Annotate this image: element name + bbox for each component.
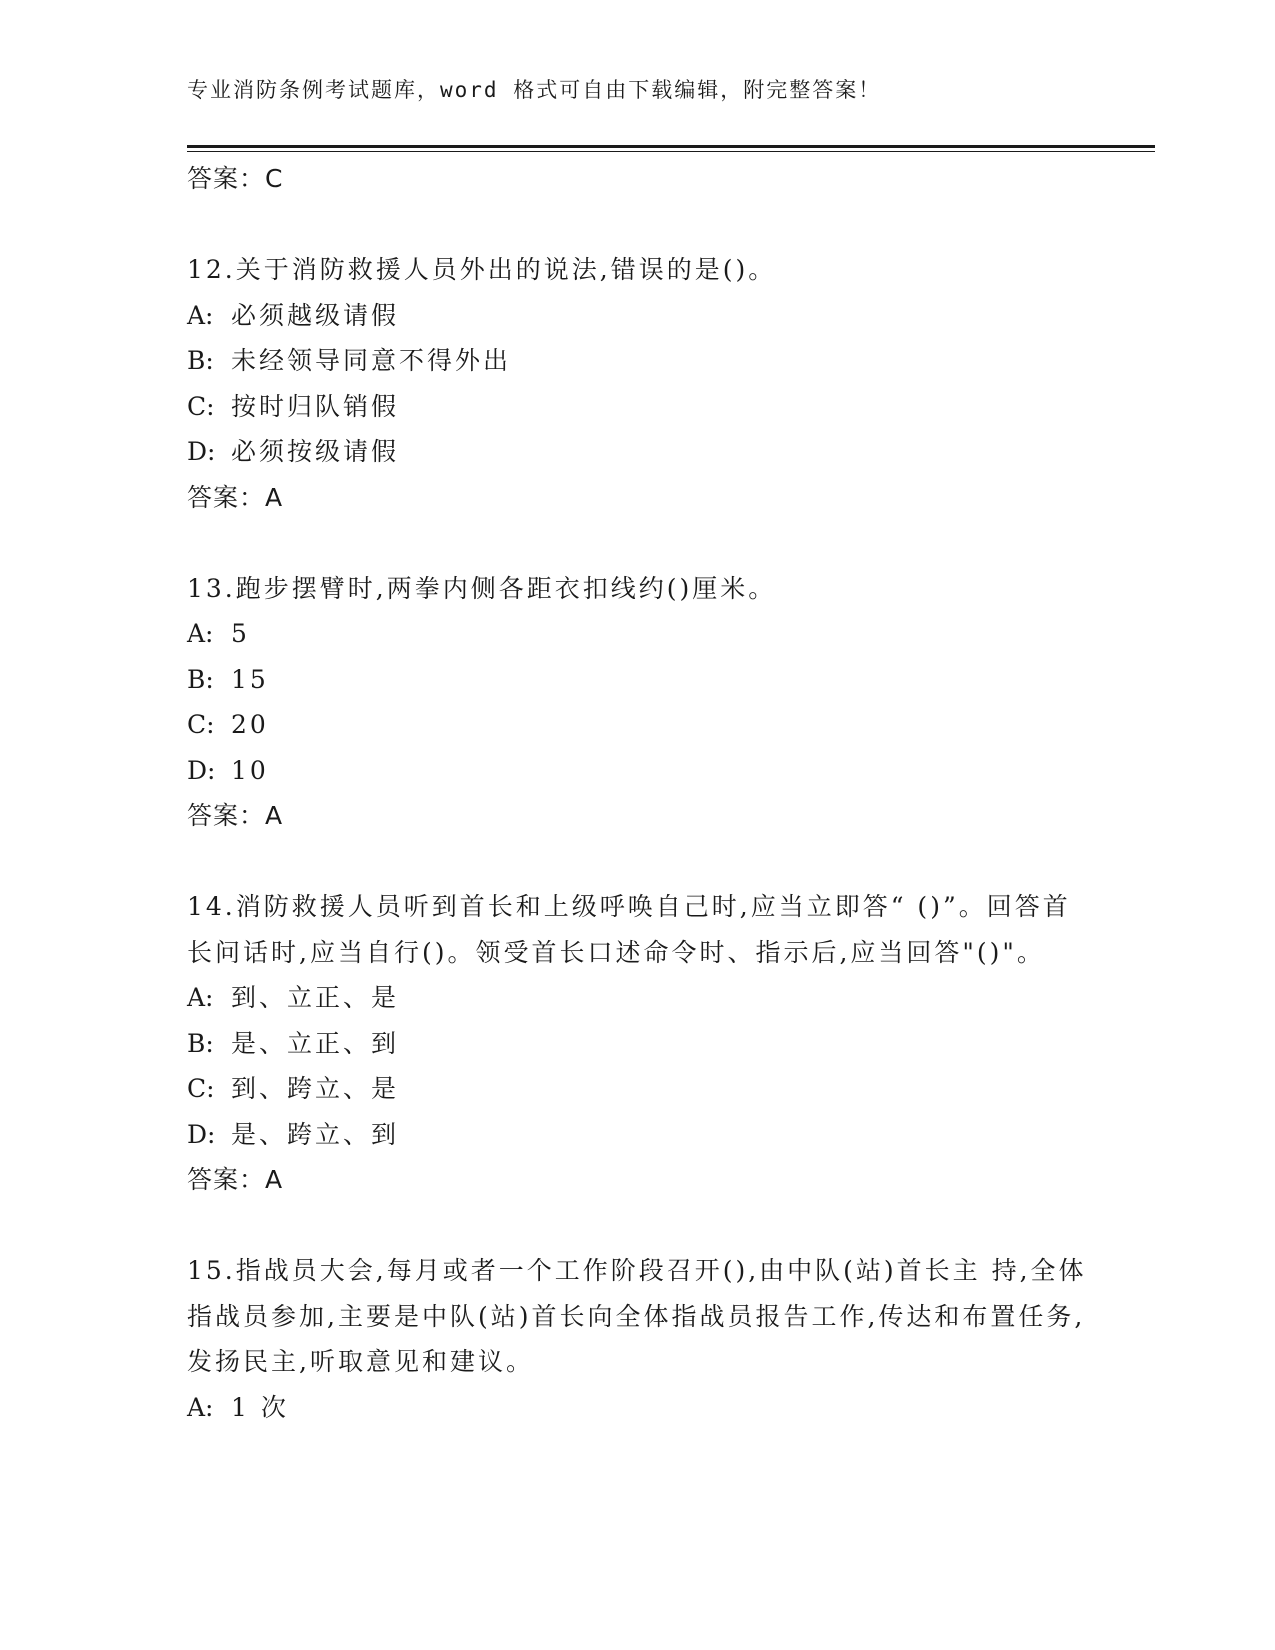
option-text: 必须按级请假	[231, 437, 400, 466]
option-b	[187, 1021, 1087, 1067]
option-text: 到、立正、是	[231, 983, 400, 1012]
option-text: 到、跨立、是	[231, 1074, 400, 1103]
option-b	[187, 338, 1087, 384]
answer-line: 答案：A	[187, 1165, 284, 1194]
question-13	[187, 566, 1087, 839]
answer-line: 答案：A	[187, 801, 284, 830]
option-text: 20	[231, 710, 269, 739]
option-key: C:	[187, 391, 215, 421]
header-rule-thin	[187, 151, 1155, 152]
previous-answer: 答案：C	[187, 164, 284, 193]
option-a	[187, 1385, 1087, 1431]
option-key: D:	[187, 1119, 216, 1149]
option-key: A:	[187, 1392, 214, 1422]
question-stem: 15.指战员大会,每月或者一个工作阶段召开(),由中队(站)首长主 持,全体指战员参加,主要是中队(站)首长向全体指战员报告工作,传达和布置任务,发扬民主,听取意见和建议。	[187, 1256, 1087, 1376]
option-b	[187, 657, 1087, 703]
option-text: 是、跨立、到	[231, 1119, 400, 1149]
option-key: B:	[187, 1028, 214, 1058]
option-key: A:	[187, 300, 214, 330]
option-d	[187, 748, 1087, 794]
option-text: 是、立正、到	[231, 1028, 400, 1058]
option-c	[187, 1066, 1087, 1112]
option-text: 按时归队销假	[231, 391, 400, 421]
page-header: 专业消防条例考试题库，word 格式可自由下载编辑，附完整答案！	[187, 78, 882, 102]
option-text: 1 次	[231, 1392, 289, 1422]
question-stem: 12.关于消防救援人员外出的说法,错误的是()。	[187, 255, 777, 284]
option-key: B:	[187, 664, 214, 694]
option-text: 5	[231, 619, 250, 648]
question-stem: 13.跑步摆臂时,两拳内侧各距衣扣线约()厘米。	[187, 573, 777, 603]
option-text: 未经领导同意不得外出	[231, 346, 512, 375]
question-15	[187, 1248, 1087, 1430]
exam-content	[187, 156, 1087, 1430]
option-text: 10	[231, 755, 269, 785]
option-key: D:	[187, 755, 216, 785]
option-d	[187, 429, 1087, 475]
option-text: 必须越级请假	[231, 300, 400, 330]
option-key: D:	[187, 437, 216, 466]
option-a	[187, 975, 1087, 1021]
question-14	[187, 884, 1087, 1202]
header-rule-thick	[187, 145, 1155, 148]
option-key: B:	[187, 346, 214, 375]
question-12	[187, 247, 1087, 520]
option-text: 15	[231, 664, 269, 694]
option-key: A:	[187, 983, 214, 1012]
option-key: C:	[187, 710, 215, 739]
option-a	[187, 611, 1087, 657]
option-key: A:	[187, 619, 214, 648]
option-c	[187, 384, 1087, 430]
answer-line: 答案：A	[187, 482, 284, 512]
question-stem: 14.消防救援人员听到首长和上级呼唤自己时,应当立即答“ ()”。回答首长问话时,应当自行()。领受首长口述命令时、指示后,应当回答"()"。	[187, 892, 1071, 967]
option-c	[187, 702, 1087, 748]
option-a	[187, 293, 1087, 339]
option-key: C:	[187, 1074, 215, 1103]
option-d	[187, 1112, 1087, 1158]
